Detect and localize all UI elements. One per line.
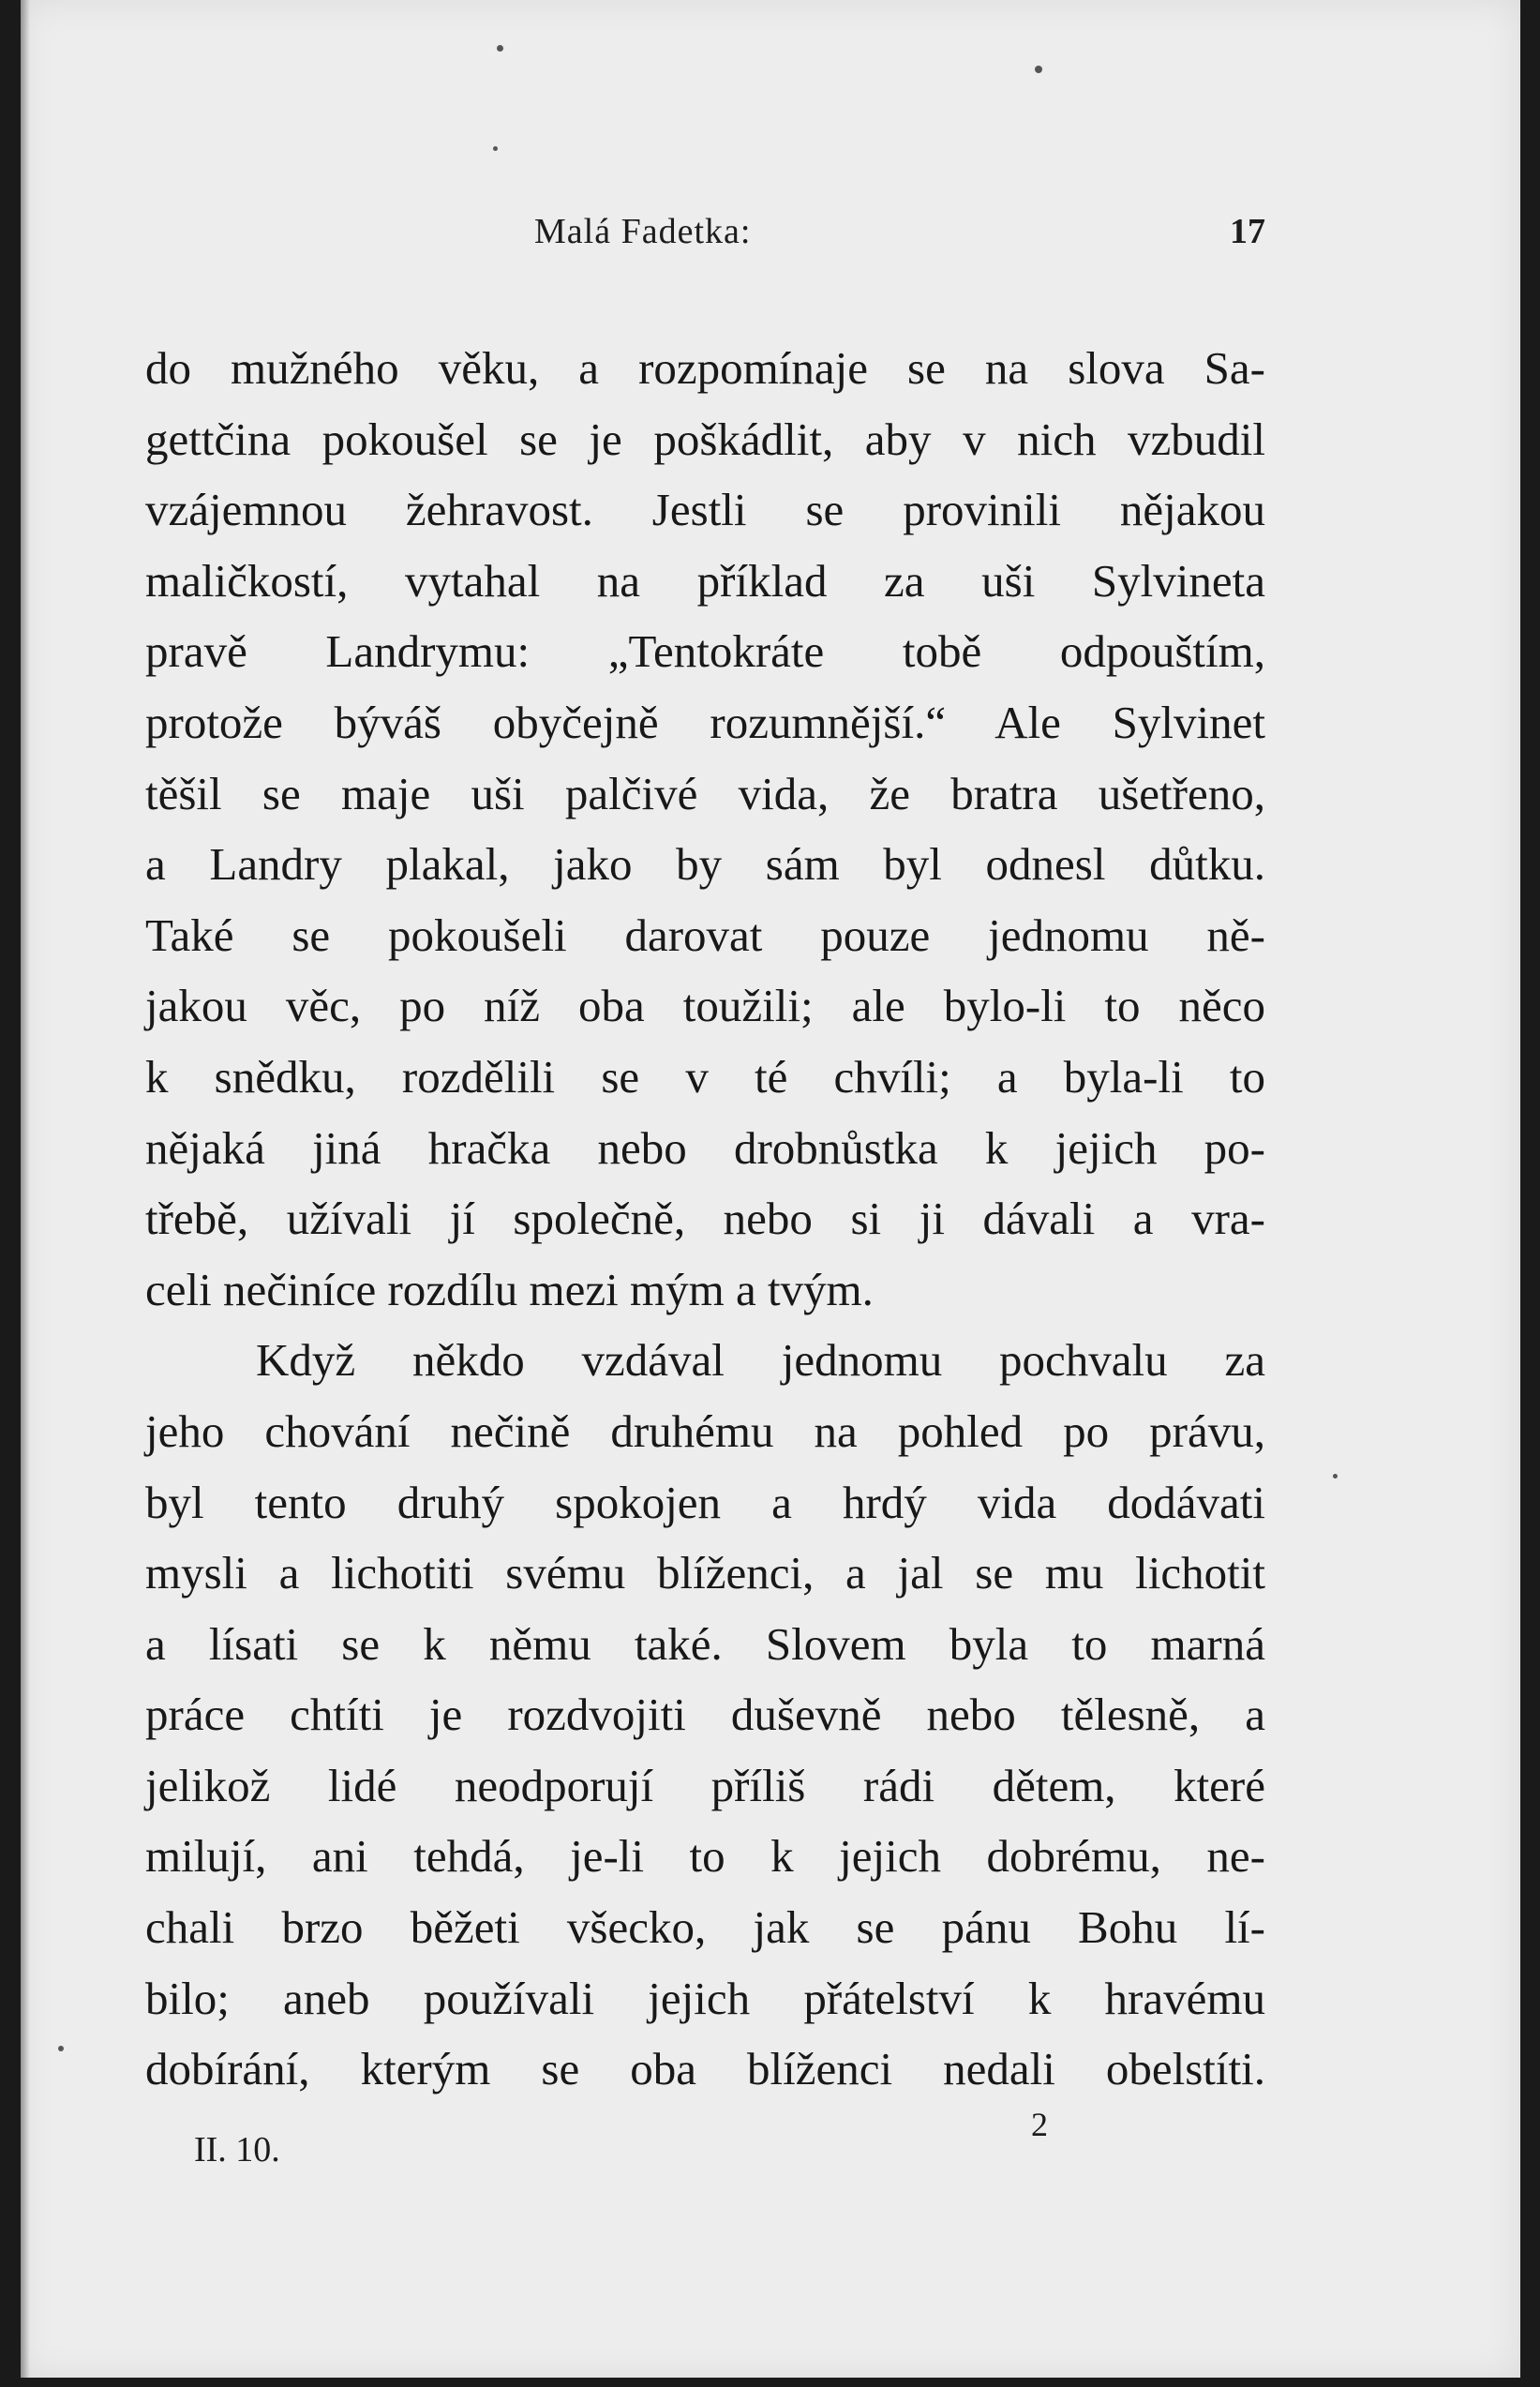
text-line: třebě, užívali jí společně, nebo si ji dávali a vra- [145,1193,1265,1245]
text-line: vzájemnou žehravost. Jestli se provinili nějakou [145,484,1265,536]
ink-speck [1035,66,1042,73]
text-line: do mužného věku, a rozpomínaje se na slova Sa- [145,342,1265,394]
text-line: a Landry plakal, jako by sám byl odnesl důtku. [145,838,1265,891]
ink-speck [493,146,498,151]
text-line: chali brzo běžeti všecko, jak se pánu Bohu lí- [145,1901,1265,1954]
printer-signature: II. 10. [194,2130,280,2169]
ink-speck [1333,1474,1338,1479]
running-title: Malá Fadetka: [534,212,752,251]
text-line: k snědku, rozdělili se v té chvíli; a byla-li to [145,1050,1265,1103]
signature-number: 2 [1031,2106,1048,2143]
text-line: protože býváš obyčejně rozumnější.“ Ale Sylvinet [145,696,1265,748]
text-line: milují, ani tehdá, je-li to k jejich dobrému, ne- [145,1830,1265,1883]
text-line: dobírání, kterým se oba blíženci nedali obelstíti. [145,2043,1265,2095]
text-line: mysli a lichotiti svému blíženci, a jal se mu lichotit [145,1547,1265,1599]
text-line: Když někdo vzdával jednomu pochvalu za [256,1334,1265,1387]
text-line: jakou věc, po níž oba toužili; ale bylo-li to něco [145,980,1265,1032]
text-line: těšil se maje uši palčivé vida, že bratra ušetřeno, [145,767,1265,819]
text-line: byl tento druhý spokojen a hrdý vida dodávati [145,1476,1265,1528]
ink-speck [497,45,503,52]
page-footer [145,2105,1265,2180]
text-line: Také se pokoušeli darovat pouze jednomu ně- [145,908,1265,961]
running-head [534,211,1265,267]
body-text [145,333,1265,2105]
text-line: jeho chování nečině druhému na pohled po právu, [145,1404,1265,1457]
text-line: práce chtíti je rozdvojiti duševně nebo tělesně, a [145,1689,1265,1741]
text-line: gettčina pokoušel se je poškádlit, aby v nich vzbudil [145,413,1265,465]
text-line: celi nečiníce rozdílu mezi mým a tvým. [145,1263,874,1315]
page-number: 17 [1230,212,1265,251]
text-line: a lísati se k němu také. Slovem byla to marná [145,1617,1265,1670]
binding-shadow [21,0,30,2378]
text-line: nějaká jiná hračka nebo drobnůstka k jejich po- [145,1121,1265,1174]
text-line: bilo; aneb používali jejich přátelství k hravému [145,1972,1265,2024]
text-line: maličkostí, vytahal na příklad za uši Sylvineta [145,554,1265,607]
ink-speck [58,2046,64,2051]
text-line: pravě Landrymu: „Tentokráte tobě odpouštím, [145,625,1265,678]
text-line: jelikož lidé neodporují příliš rádi dětem, které [145,1759,1265,1811]
